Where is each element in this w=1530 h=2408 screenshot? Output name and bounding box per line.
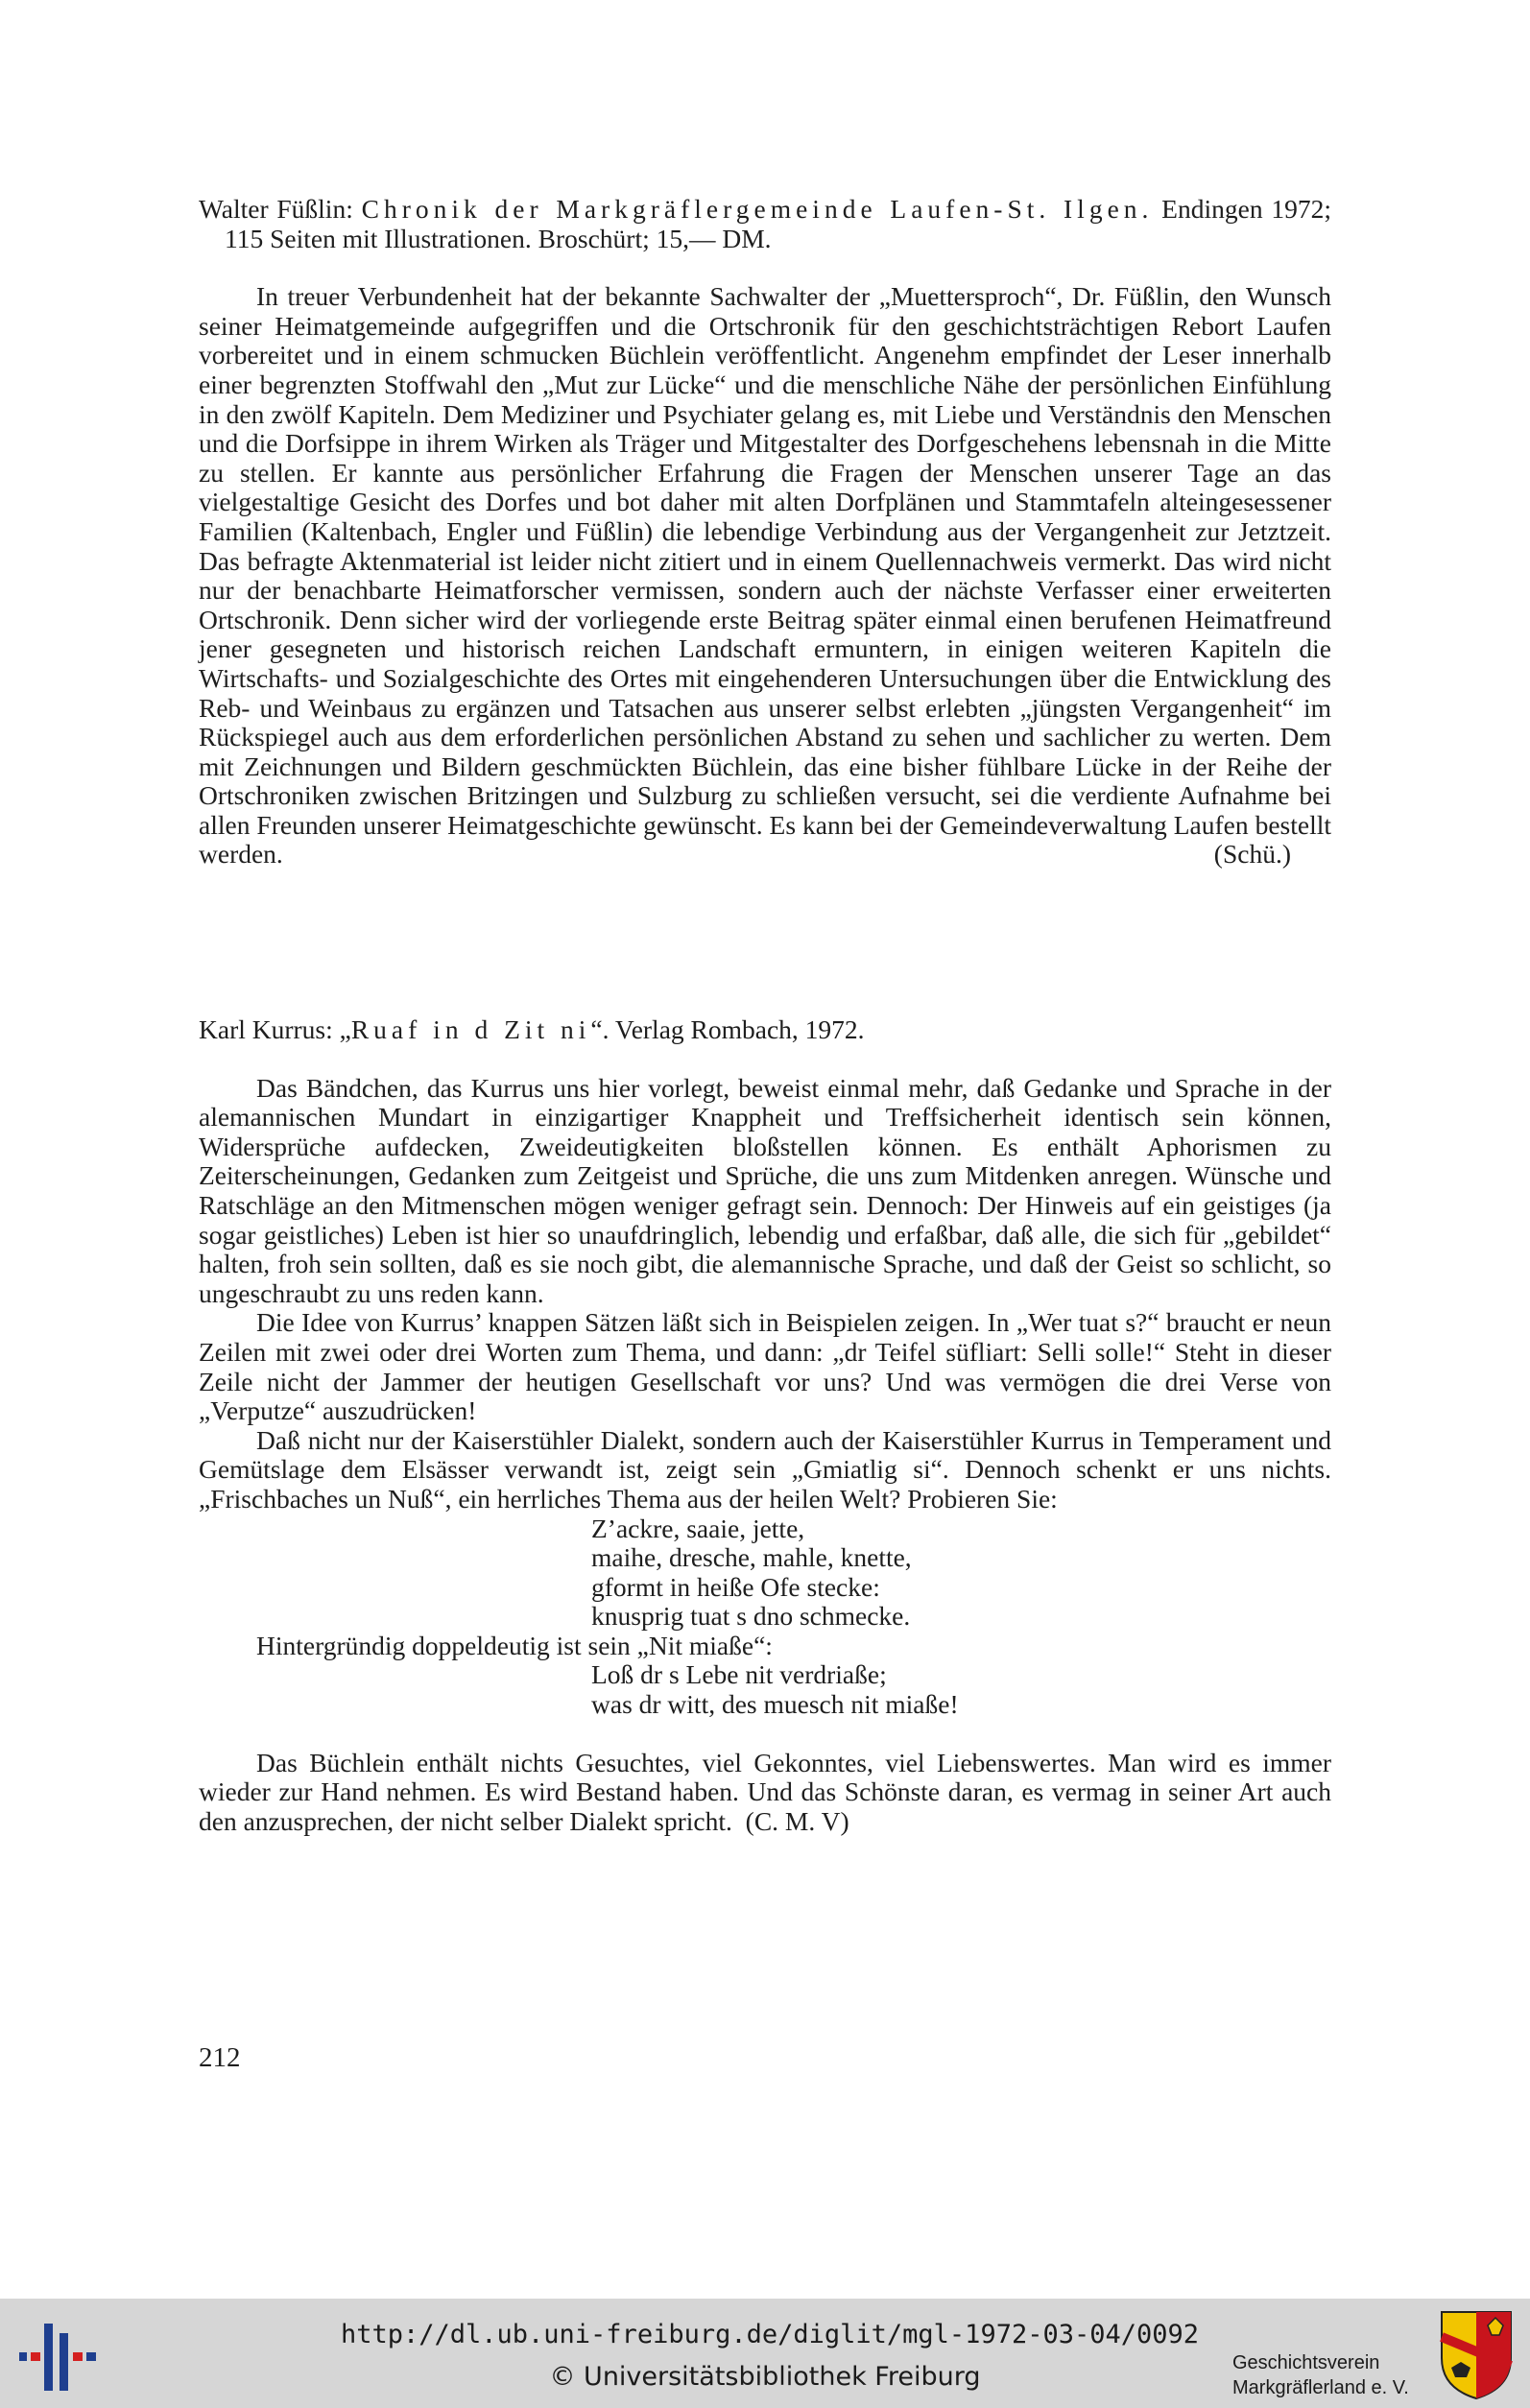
review-1-signoff: (Schü.) — [1213, 839, 1291, 870]
review-1-details: Endingen 1972; 115 Seiten mit Illustrationen. Broschürt; 15,— DM. — [225, 194, 1331, 253]
review-1-author: Walter Füßlin: — [199, 194, 362, 224]
review-1-citation — [199, 195, 1331, 253]
review-2-book-title: Ruaf in d Zit ni — [350, 1014, 591, 1044]
review-2-paragraph-1: Das Bändchen, das Kurrus uns hier vorlegt, beweist einmal mehr, daß Gedanke und Sprache in der alemannischen Mundart in einzigartiger Knappheit und Treffsicherheit identisch sein können, Widersprüche aufdecken, Zweideutigkeiten bloßstellen können. Es enthält Aphorismen zu Zeiterscheinungen, Gedanken zum Zeitgeist und Sprüche, die uns zum Mitdenken anregen. Wünsche und Ratschläge an den Mitmenschen mögen weniger gefragt sein. Dennoch: Der Hinweis auf ein geistiges (ja sogar geistliches) Leben ist hier so unaufdringlich, lebendig und erfaßbar, daß alle, die sich für „gebildet“ halten, froh sein sollten, daß es sie noch gibt, die alemannische Sprache, und daß der Geist so schlicht, so ungeschraubt zu uns reden kann. — [199, 1072, 1331, 1308]
review-1-book-title: Chronik der Markgräflergemeinde Laufen-St. Ilgen. — [361, 194, 1154, 224]
society-name-line-2: Markgräflerland e. V. — [1232, 2377, 1409, 2398]
review-2 — [199, 1015, 1331, 1836]
society-name — [1232, 2350, 1409, 2400]
poem-line: gformt in heiße Ofe stecke: — [591, 1571, 880, 1602]
footer-url-link[interactable]: http://dl.ub.uni-freiburg.de/diglit/mgl-1972-03-04/0092 — [340, 2320, 1200, 2349]
poem-line: maihe, dresche, mahle, knette, — [591, 1542, 912, 1573]
poem-1 — [591, 1514, 1331, 1632]
society-name-line-1: Geschichtsverein — [1232, 2352, 1380, 2373]
review-2-paragraph-2: Die Idee von Kurrus’ knappen Sätzen läßt sich in Beispielen zeigen. In „Wer tuat s?“ braucht er neun Zeilen mit zwei oder drei Worten zum Thema, und dann: „dr Teifel süfliart: Selli solle!“ Steht in dieser Zeile nicht der Jammer der heutigen Gesellschaft vor uns? Und was vermögen die drei Verse von „Verputze“ auszudrücken! — [199, 1307, 1331, 1426]
footer-copyright: © Universitätsbibliothek Freiburg — [549, 2362, 981, 2392]
review-2-poem-lead: Hintergründig doppeldeutig ist sein „Nit miaße“: — [256, 1630, 773, 1660]
poem-2 — [591, 1660, 1331, 1719]
poem-line: Z’ackre, saaie, jette, — [591, 1513, 805, 1543]
review-2-paragraph-4-text: Das Büchlein enthält nichts Gesuchtes, viel Gekonntes, viel Liebenswertes. Man wird es immer wieder zur Hand nehmen. Es wird Bestand haben. Und das Schönste daran, es vermag in seiner Art auch den anzusprechen, der nicht selber Dialekt spricht. — [199, 1747, 1331, 1836]
review-1-body: In treuer Verbundenheit hat der bekannte Sachwalter der „Muettersproch“, Dr. Füßlin, den Wunsch seiner Heimatgemeinde aufgegriffen und die Ortschronik für den geschichtsträchtigen Rebort Laufen vorbereitet und in einem schmucken Büchlein veröffentlicht. Angenehm empfindet der Leser innerhalb einer begrenzten Stoffwahl den „Mut zur Lücke“ und die menschliche Nähe der persönlichen Einfühlung in den zwölf Kapiteln. Dem Mediziner und Psychiater gelang es, mit Liebe und Verständnis den Menschen und die Dorfsippe in ihrem Wirken als Träger und Mitgestalter des Dorfgeschehens lebensnah in die Mitte zu stellen. Er kannte aus persönlicher Erfahrung die Fragen der Menschen unserer Tage an das vielgestaltige Gesicht des Dorfes und bot daher mit alten Dorfplänen und Stammtafeln alteingesessener Familien (Kaltenbach, Engler und Füßlin) die lebendige Verbindung aus der Vergangenheit zur Jetztzeit. Das befragte Aktenmaterial ist leider nicht zitiert und in einem Quellennachweis vermerkt. Das wird nicht nur der benachbarte Heimatforscher vermissen, sondern auch der nächste Verfasser einer erweiterten Ortschronik. Denn sicher wird der vorliegende erste Beitrag später einmal einen berufenen Heimatfreund jener gesegneten und historisch reichen Landschaft ermuntern, in einigen weiteren Kapiteln die Wirtschafts- und Sozialgeschichte des Ortes mit eingehenderen Untersuchungen über die Entwicklung des Reb- und Weinbaus zu ergänzen und Tatsachen aus unserer selbst erlebten „jüngsten Vergangenheit“ im Rückspiegel auch aus dem erforderlichen persönlichen Abstand zu sehen und sachlicher zu werten. Dem mit Zeichnungen und Bildern geschmückten Büchlein, das eine bisher fühlbare Lücke in der Reihe der Ortschroniken zwischen Britzingen und Sulzburg zu schließen versucht, sei die verdiente Aufnahme bei allen Freunden unserer Heimatgeschichte gewünscht. Es kann bei der Gemeindeverwaltung Laufen bestellt werden. — [199, 281, 1331, 870]
footer-bar — [0, 2299, 1530, 2408]
society-crest-icon — [1438, 2308, 1515, 2400]
poem-line: was dr witt, des muesch nit miaße! — [591, 1689, 959, 1720]
review-2-signoff: (C. M. V) — [745, 1805, 849, 1836]
poem-line: knusprig tuat s dno schmecke. — [591, 1601, 911, 1632]
page-number: 212 — [199, 2042, 241, 2073]
review-2-details: “. Verlag Rombach, 1972. — [590, 1014, 865, 1044]
review-2-paragraph-4 — [199, 1749, 1331, 1837]
review-1 — [199, 195, 1331, 870]
review-2-author: Karl Kurrus: „ — [199, 1014, 351, 1044]
review-2-paragraph-3: Daß nicht nur der Kaiserstühler Dialekt, sondern auch der Kaiserstühler Kurrus in Temperament und Gemütslage dem Elsässer verwandt ist, zeigt sein „Gmiatlig si“. Dennoch schenkt er uns nichts. „Frischbaches un Nuß“, ein herrliches Thema aus der heilen Welt? Probieren Sie: — [199, 1424, 1331, 1514]
review-2-citation — [199, 1015, 1331, 1045]
poem-line: Loß dr s Lebe nit verdriaße; — [591, 1659, 887, 1690]
